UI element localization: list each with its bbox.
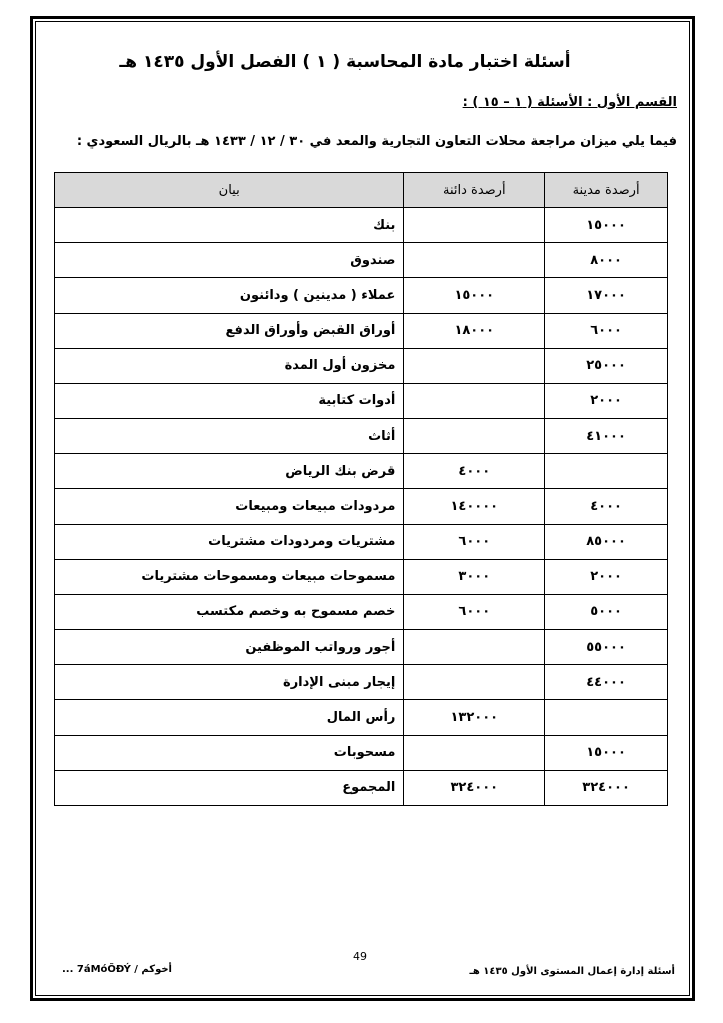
description-cell: صندوق xyxy=(55,243,404,278)
table-row xyxy=(55,559,668,594)
credit-cell: ٣٢٤٠٠٠ xyxy=(404,770,545,805)
table-row xyxy=(55,735,668,770)
table-row xyxy=(55,278,668,313)
table-row xyxy=(55,524,668,559)
table-row xyxy=(55,454,668,489)
debit-cell: ٦٠٠٠ xyxy=(545,313,668,348)
description-cell: خصم مسموح به وخصم مكتسب xyxy=(55,594,404,629)
credit-cell: ٤٠٠٠ xyxy=(404,454,545,489)
table-row xyxy=(55,489,668,524)
credit-cell xyxy=(404,630,545,665)
description-cell: بنك xyxy=(55,208,404,243)
debit-cell: ٨٠٠٠ xyxy=(545,243,668,278)
credit-cell xyxy=(404,348,545,383)
debit-cell: ١٥٠٠٠ xyxy=(545,208,668,243)
description-cell: مسموحات مبيعات ومسموحات مشتريات xyxy=(55,559,404,594)
table-row xyxy=(55,243,668,278)
header-description: بيان xyxy=(55,173,404,208)
credit-cell: ٣٠٠٠ xyxy=(404,559,545,594)
intro-text: فيما يلي ميزان مراجعة محلات التعاون التجارية والمعد في ٣٠ / ١٢ / ١٤٣٣ هـ بالريال السعودي : xyxy=(76,134,677,149)
debit-cell: ٤١٠٠٠ xyxy=(545,419,668,454)
description-cell: مخزون أول المدة xyxy=(55,348,404,383)
debit-cell: ١٥٠٠٠ xyxy=(545,735,668,770)
page-number: 49 xyxy=(353,950,367,963)
description-cell: رأس المال xyxy=(55,700,404,735)
debit-cell: ٢٠٠٠ xyxy=(545,559,668,594)
credit-cell: ١٥٠٠٠ xyxy=(404,278,545,313)
trial-balance-table xyxy=(54,172,668,806)
page-title: أسئلة اختبار مادة المحاسبة ( ١ ) الفصل الأول ١٤٣٥ هـ xyxy=(119,52,571,72)
debit-cell: ١٧٠٠٠ xyxy=(545,278,668,313)
debit-cell: ٥٥٠٠٠ xyxy=(545,630,668,665)
description-cell: إيجار مبنى الإدارة xyxy=(55,665,404,700)
table-row xyxy=(55,419,668,454)
debit-cell: ٤٠٠٠ xyxy=(545,489,668,524)
credit-cell: ٦٠٠٠ xyxy=(404,594,545,629)
debit-cell: ٢٥٠٠٠ xyxy=(545,348,668,383)
footer-left-text: أخوكم / 7áMóÕÐÝ ... xyxy=(62,964,172,975)
credit-cell: ٦٠٠٠ xyxy=(404,524,545,559)
description-cell: عملاء ( مدينين ) ودائنون xyxy=(55,278,404,313)
table-row xyxy=(55,208,668,243)
debit-cell: ٤٤٠٠٠ xyxy=(545,665,668,700)
debit-cell: ٥٠٠٠ xyxy=(545,594,668,629)
description-cell: مردودات مبيعات ومبيعات xyxy=(55,489,404,524)
table-row xyxy=(55,770,668,805)
description-cell: مسحوبات xyxy=(55,735,404,770)
credit-cell xyxy=(404,243,545,278)
section-heading: القسم الأول : الأسئلة ( ١ – ١٥ ) : xyxy=(462,95,677,110)
description-cell: قرض بنك الرياض xyxy=(55,454,404,489)
debit-cell xyxy=(545,700,668,735)
credit-cell xyxy=(404,419,545,454)
debit-cell xyxy=(545,454,668,489)
description-cell: مشتريات ومردودات مشتريات xyxy=(55,524,404,559)
table-row xyxy=(55,700,668,735)
table-row xyxy=(55,665,668,700)
footer-right-text: أسئلة إدارة إعمال المستوى الأول ١٤٣٥ هـ xyxy=(469,966,675,977)
description-cell: المجموع xyxy=(55,770,404,805)
credit-cell xyxy=(404,383,545,418)
table-row xyxy=(55,348,668,383)
credit-cell xyxy=(404,735,545,770)
table-row xyxy=(55,313,668,348)
table-row xyxy=(55,383,668,418)
table-header-row xyxy=(55,173,668,208)
credit-cell xyxy=(404,208,545,243)
description-cell: أثاث xyxy=(55,419,404,454)
header-credit: أرصدة دائنة xyxy=(404,173,545,208)
debit-cell: ٣٢٤٠٠٠ xyxy=(545,770,668,805)
credit-cell: ١٣٢٠٠٠ xyxy=(404,700,545,735)
description-cell: أدوات كتابية xyxy=(55,383,404,418)
table-row xyxy=(55,594,668,629)
description-cell: أوراق القبض وأوراق الدفع xyxy=(55,313,404,348)
header-debit: أرصدة مدينة xyxy=(545,173,668,208)
debit-cell: ٢٠٠٠ xyxy=(545,383,668,418)
table-row xyxy=(55,630,668,665)
credit-cell xyxy=(404,665,545,700)
credit-cell: ١٤٠٠٠٠ xyxy=(404,489,545,524)
credit-cell: ١٨٠٠٠ xyxy=(404,313,545,348)
description-cell: أجور ورواتب الموظفين xyxy=(55,630,404,665)
debit-cell: ٨٥٠٠٠ xyxy=(545,524,668,559)
